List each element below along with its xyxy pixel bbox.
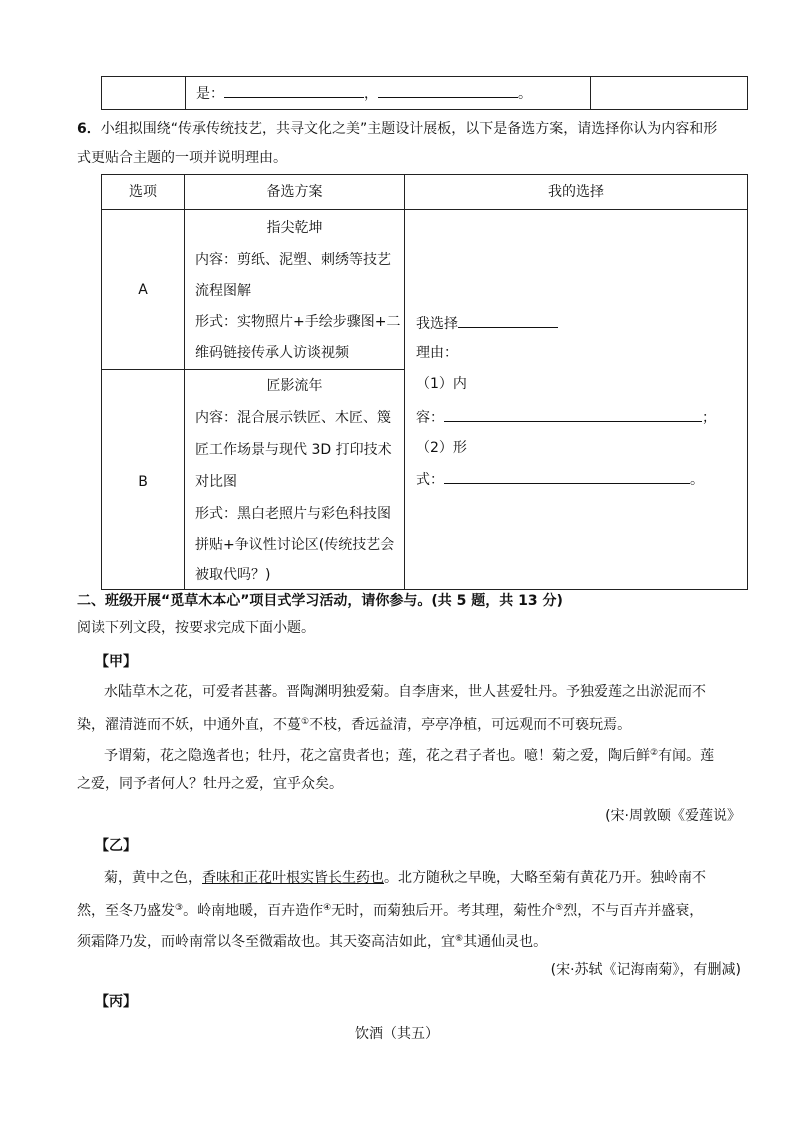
yi-line — [77, 898, 703, 921]
option-b-line: 内容：混合展示铁匠、木匠、篾 — [195, 410, 391, 426]
option-b-title: 匠影流年 — [266, 378, 323, 394]
question-number: 6． — [77, 121, 101, 137]
yi-line — [77, 929, 547, 952]
jia-text: 有闻。莲 — [658, 748, 715, 764]
jia-text: 染，濯清涟而不妖，中通外直，不蔓 — [77, 717, 301, 733]
reason-item-2-b: 式： — [416, 472, 444, 488]
header-option: 选项 — [129, 184, 157, 200]
option-b-line: 匠工作场景与现代 3D 打印技术 — [195, 442, 392, 458]
top-cell-prefix: 是： — [196, 85, 224, 102]
option-a-line: 流程图解 — [195, 283, 251, 299]
reason-form-blank[interactable] — [444, 469, 690, 484]
yi-text: 须霜降乃发，而岭南常以冬至微霜故也。其天姿高洁如此，宜 — [77, 934, 455, 950]
header-choice: 我的选择 — [548, 184, 604, 200]
jia-line — [104, 743, 714, 766]
period: 。 — [518, 85, 532, 102]
reason-item-2 — [416, 469, 704, 490]
comma: ， — [364, 85, 378, 102]
option-a-line: 维码链接传承人访谈视频 — [195, 345, 349, 361]
jia-text: 予谓菊，花之隐逸者也；牡丹，花之富贵者也；莲，花之君子者也。噫！菊之爱，陶后鲜 — [104, 748, 650, 764]
section-2-heading: 二、班级开展“觅草木本心”项目式学习活动，请你参与。(共 5 题，共 13 分) — [77, 593, 563, 609]
semicolon: ； — [702, 410, 716, 426]
answer-blank-1[interactable] — [224, 83, 364, 98]
question-6-text: 小组拟围绕“传承传统技艺，共寻文化之美”主题设计展板，以下是备选方案，请选择你认为内容和形 — [100, 121, 718, 137]
option-b-line: 对比图 — [195, 474, 237, 490]
option-b-label: B — [138, 474, 148, 490]
yi-text: 。岭南地暖，百卉造作 — [183, 903, 324, 919]
yi-text: 然，至冬乃盛发 — [77, 903, 175, 919]
yi-text: 菊，黄中之色， — [104, 870, 202, 886]
yi-underlined-text: 香味和正花叶根实皆长生药也 — [202, 870, 384, 886]
yi-text: 无时，而菊独后开。考其理，菊性介 — [331, 903, 556, 919]
options-table — [101, 174, 748, 590]
choice-select-blank[interactable] — [458, 313, 558, 328]
jia-source: (宋·周敦颐《爱莲说》 — [605, 808, 741, 824]
option-a-line: 内容：剪纸、泥塑、刺绣等技艺 — [195, 252, 391, 268]
choice-select-label: 我选择 — [416, 316, 458, 332]
yi-text: 其通仙灵也。 — [463, 934, 548, 950]
option-b-line: 形式：黑白老照片与彩色科技图 — [195, 506, 391, 522]
top-table-cell-1 — [102, 77, 186, 110]
note-marker: ② — [650, 748, 659, 758]
yi-line — [104, 868, 706, 888]
passage-bing-label: 【丙】 — [95, 994, 137, 1010]
reason-item-1-a: （1）内 — [416, 376, 467, 392]
top-table — [101, 76, 748, 110]
period: 。 — [690, 472, 704, 488]
top-table-cell-2 — [186, 77, 591, 110]
note-marker: ① — [301, 717, 310, 727]
header-plan: 备选方案 — [266, 184, 323, 200]
jia-line: 之爱，同予者何人？牡丹之爱，宜乎众矣。 — [77, 776, 343, 792]
reason-item-1-b: 容： — [416, 410, 444, 426]
choice-select — [416, 313, 558, 334]
option-a-line: 形式：实物照片+手绘步骤图+二 — [195, 314, 401, 330]
jia-line: 水陆草木之花，可爱者甚蕃。晋陶渊明独爱菊。自李唐来，世人甚爱牡丹。予独爱莲之出淤泥而不 — [104, 684, 706, 700]
yi-text: 。北方随秋之早晚，大略至菊有黄花乃开。独岭南不 — [384, 870, 706, 886]
yi-source: (宋·苏轼《记海南菊》，有删减) — [550, 962, 741, 978]
yi-text: 烈，不与百卉并盛衰， — [563, 903, 704, 919]
note-marker: ④ — [323, 903, 332, 913]
reason-label: 理由： — [416, 345, 458, 361]
reason-item-2-a: （2）形 — [416, 440, 467, 456]
note-marker: ③ — [175, 903, 184, 913]
reason-item-1 — [416, 407, 716, 428]
passage-jia-label: 【甲】 — [95, 654, 137, 670]
section-2-instruction: 阅读下列文段，按要求完成下面小题。 — [77, 620, 315, 636]
note-marker: ⑥ — [455, 934, 464, 944]
passage-yi-label: 【乙】 — [95, 838, 137, 854]
jia-line — [77, 712, 631, 735]
note-marker: ⑤ — [555, 903, 564, 913]
question-6-line-2: 式更贴合主题的一项并说明理由。 — [77, 150, 287, 166]
option-b-line: 被取代吗？) — [195, 567, 271, 583]
top-table-cell-3 — [591, 77, 748, 110]
option-a-label: A — [138, 282, 148, 298]
question-6-line-1 — [77, 119, 717, 139]
reason-content-blank[interactable] — [444, 407, 702, 422]
poem-title: 饮酒（其五） — [355, 1026, 439, 1042]
option-b-line: 拼贴+争议性讨论区(传统技艺会 — [195, 537, 395, 553]
jia-text: 不枝，香远益清，亭亭净植，可远观而不可亵玩焉。 — [309, 717, 632, 733]
option-a-title: 指尖乾坤 — [266, 220, 323, 236]
answer-blank-2[interactable] — [378, 83, 518, 98]
